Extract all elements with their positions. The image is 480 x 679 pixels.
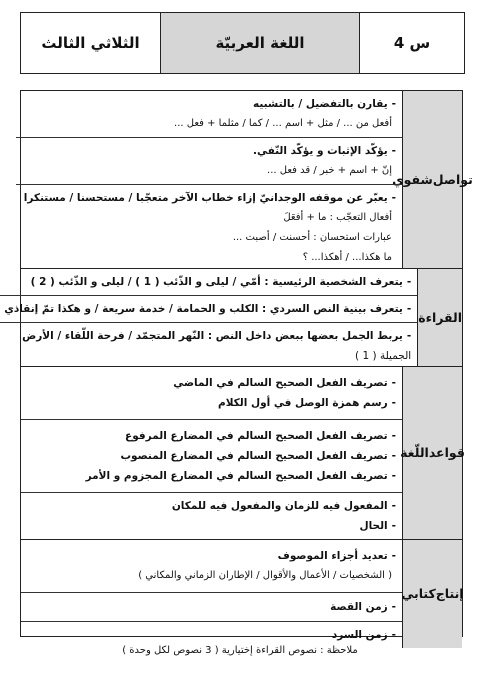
reading-content bbox=[0, 269, 417, 366]
reading-row-3-line1: يربط الجمل بعضها ببعض داخل النص : النّهر المتجمّد / فرحة اللّقاء / الأرض bbox=[22, 330, 403, 342]
category-oral bbox=[392, 91, 473, 268]
grammar-item-2: رسم همزة الوصل في أول الكلام bbox=[218, 397, 388, 410]
oral-row-2 bbox=[16, 138, 402, 185]
curriculum-table bbox=[4, 90, 473, 641]
grammar-group-1: -تصريف الفعل الصحيح السالم في الماضي -رسم همزة الوصل في أول الكلام bbox=[21, 367, 402, 420]
category-writing bbox=[402, 540, 462, 648]
oral-row-1-sub: أفعل من ... / مثل + اسم ... / كما / مثلما + فعل ... bbox=[174, 118, 392, 129]
writing-item-1: تعديد أجزاء الموصوف bbox=[277, 550, 388, 562]
reading-row-1-text: يتعرف الشخصية الرئيسية : أمّي / ليلى و الذّئب ( 1 ) / ليلى و الذّئب ( 2 ) bbox=[30, 276, 403, 288]
category-oral-line2: شفوي bbox=[392, 171, 433, 187]
reading-row-2: -يتعرف بينية النص السردي : الكلب و الحمامة / خدمة سريعة / و هكذا تمّ إنقاذي bbox=[0, 296, 417, 323]
writing-content bbox=[21, 540, 402, 648]
section-reading bbox=[4, 269, 462, 367]
oral-row-1 bbox=[16, 91, 402, 138]
oral-row-3-sub2: عبارات استحسان : أحسنت / أصبت ... bbox=[232, 232, 392, 243]
reading-row-1: -يتعرف الشخصية الرئيسية : أمّي / ليلى و الذّئب ( 1 ) / ليلى و الذّئب ( 2 ) bbox=[0, 269, 417, 296]
grammar-item-4: تصريف الفعل الصحيح السالم في المضارع المنصوب bbox=[120, 450, 388, 463]
grammar-item-6: المفعول فيه للزمان والمفعول فيه للمكان bbox=[171, 500, 388, 512]
category-writing-line1: إنتاج bbox=[435, 586, 464, 602]
reading-row-2-text: يتعرف بينية النص السردي : الكلب و الحمامة / خدمة سريعة / و هكذا تمّ إنقاذي bbox=[4, 303, 403, 315]
oral-row-3-sub1: أفعال التعجّب : ما + أفعَلَ bbox=[283, 212, 392, 223]
footnote: ملاحظة : نصوص القراءة إختيارية ( 3 نصوص لكل وحدة ) bbox=[122, 645, 358, 656]
category-reading: القراءة bbox=[417, 269, 462, 366]
question-number: س 4 bbox=[393, 34, 431, 52]
category-grammar bbox=[400, 367, 465, 539]
writing-row-1: -تعديد أجزاء الموصوف ( الشخصيات / الأعمال والأقوال / الإطاران الزماني والمكاني ) bbox=[21, 540, 402, 593]
grammar-group-2: -تصريف الفعل الصحيح السالم في المضارع المرفوع -تصريف الفعل الصحيح السالم في المضارع المنصوب -تصريف الفعل الصحيح السالم في المضارع المجزوم و الأمر bbox=[21, 420, 402, 493]
section-oral bbox=[21, 91, 473, 269]
oral-row-3 bbox=[16, 185, 402, 271]
oral-row-1-main: -يقارن بالتفضيل / بالتشبيه bbox=[252, 98, 396, 110]
grammar-item-7: الحال bbox=[359, 520, 388, 532]
oral-row-3-main: -يعبّر عن موقفه الوجدانيّ إزاء خطاب الآخر متعجّبا / مستحسنا / مستنكرا bbox=[23, 192, 396, 204]
reading-row-3: -يربط الجمل بعضها ببعض داخل النص : النّهر المتجمّد / فرحة اللّقاء / الأرض الجميلة ( 1 ) bbox=[0, 323, 417, 369]
oral-row-2-main: -يؤكّد الإثبات و يؤكّد النّفي. bbox=[252, 145, 396, 157]
subject-title: اللغة العربيّة bbox=[160, 13, 360, 73]
category-grammar-line1: قواعد bbox=[428, 445, 465, 461]
grammar-item-1: تصريف الفعل الصحيح السالم في الماضي bbox=[173, 377, 388, 390]
grammar-content bbox=[21, 367, 402, 539]
writing-item-3: زمن السرد bbox=[331, 629, 388, 641]
reading-row-3-line2: الجميلة ( 1 ) bbox=[355, 350, 412, 362]
category-grammar-line2: اللّغة bbox=[400, 445, 429, 461]
grammar-item-3: تصريف الفعل الصحيح السالم في المضارع المرفوع bbox=[125, 430, 388, 443]
term-title: الثلاثي الثالث bbox=[41, 34, 140, 52]
writing-row-2: -زمن القصة bbox=[21, 593, 402, 622]
grammar-group-3: -المفعول فيه للزمان والمفعول فيه للمكان -الحال bbox=[171, 500, 396, 532]
section-writing bbox=[21, 540, 462, 648]
oral-row-2-sub: إنّ + اسم + خبر / قد فعل ... bbox=[267, 165, 392, 176]
oral-row-3-sub3: ما هكذا... / أهكذا... ؟ bbox=[302, 252, 392, 263]
grammar-item-5: تصريف الفعل الصحيح السالم في المضارع المجزوم و الأمر bbox=[85, 470, 388, 483]
header-table bbox=[20, 12, 465, 74]
writing-item-1-sub: ( الشخصيات / الأعمال والأقوال / الإطاران الزماني والمكاني ) bbox=[138, 570, 392, 581]
category-writing-line2: كتابي bbox=[401, 586, 436, 602]
writing-row-3: -زمن السرد bbox=[331, 629, 396, 641]
writing-item-2: زمن القصة bbox=[330, 601, 388, 613]
section-grammar bbox=[21, 367, 465, 540]
oral-content bbox=[16, 91, 402, 268]
category-oral-line1: تواصل bbox=[432, 171, 473, 187]
